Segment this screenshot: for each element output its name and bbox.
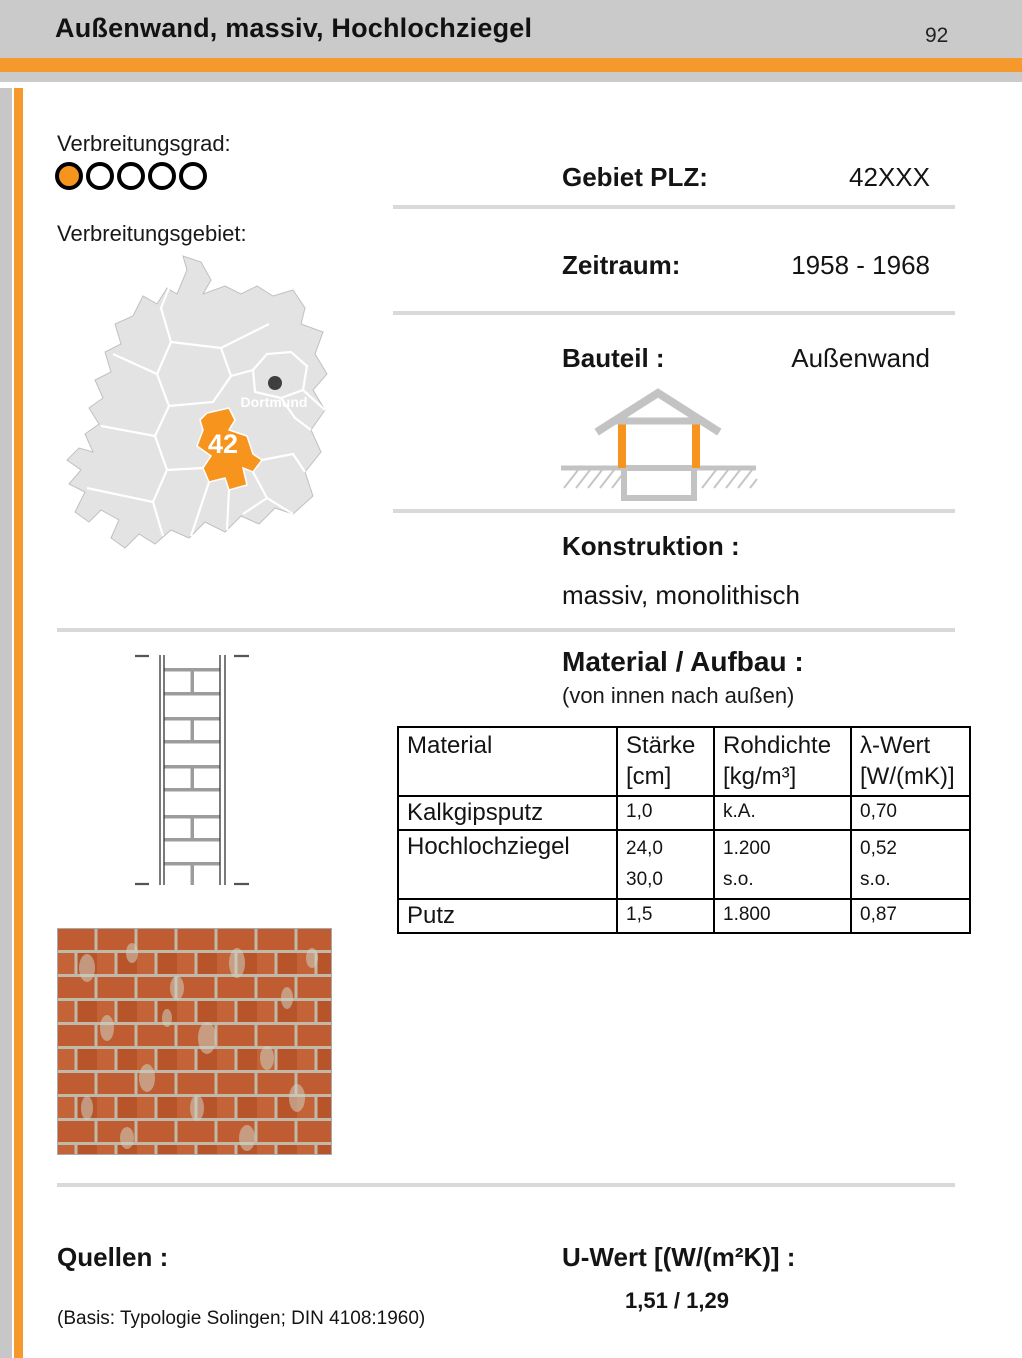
material-subtitle: (von innen nach außen) bbox=[562, 683, 795, 708]
grade-dot bbox=[179, 162, 207, 190]
header-cell-density: Rohdichte [kg/m³] bbox=[714, 727, 851, 796]
wall-right-orange bbox=[692, 424, 700, 468]
sources-note: (Basis: Typologie Solingen; DIN 4108:1960) bbox=[57, 1308, 426, 1329]
fact-row bbox=[562, 341, 930, 375]
table-header-row bbox=[398, 727, 970, 796]
grade-dot bbox=[117, 162, 145, 190]
sources-label: Quellen : bbox=[57, 1242, 169, 1272]
header-cell-material: Material bbox=[398, 727, 617, 796]
page-title: Außenwand, massiv, Hochlochziegel bbox=[55, 13, 533, 43]
fact-label: Bauteil : bbox=[562, 343, 665, 373]
fact-value: Außenwand bbox=[791, 343, 930, 373]
separator bbox=[393, 509, 955, 513]
cell-material: Hochlochziegel bbox=[398, 830, 617, 899]
distribution-grade-label: Verbreitungsgrad: bbox=[57, 131, 231, 156]
header-orange-rule bbox=[0, 58, 1022, 72]
cell-lambda: 0,87 bbox=[851, 899, 970, 933]
separator-full bbox=[57, 628, 955, 632]
cell-density: 1.800 bbox=[714, 899, 851, 933]
header-cell-thickness: Stärke [cm] bbox=[617, 727, 714, 796]
region-map bbox=[57, 250, 332, 555]
cell-density: k.A. bbox=[714, 796, 851, 830]
material-title: Material / Aufbau : bbox=[562, 646, 804, 677]
fact-label: Zeitraum: bbox=[562, 250, 681, 280]
header-cell-lambda: λ-Wert [W/(mK)] bbox=[851, 727, 970, 796]
cell-lambda: 0,52 s.o. bbox=[851, 830, 970, 899]
grade-dot bbox=[55, 162, 83, 190]
cell-density: 1.200 s.o. bbox=[714, 830, 851, 899]
wall-section-drawing bbox=[133, 650, 253, 890]
cell-thickness: 1,5 bbox=[617, 899, 714, 933]
construction-label: Konstruktion : bbox=[562, 531, 740, 561]
distribution-grade-dots bbox=[55, 162, 207, 190]
separator bbox=[393, 311, 955, 315]
map-region-number: 42 bbox=[207, 429, 239, 459]
cell-thickness: 24,0 30,0 bbox=[617, 830, 714, 899]
page-number: 92 bbox=[925, 24, 949, 47]
house-section-icon bbox=[556, 388, 761, 506]
header-gray-rule bbox=[0, 72, 1022, 82]
map-city-label: Dortmund bbox=[240, 394, 308, 410]
left-margin-gray-bar bbox=[0, 88, 12, 1358]
fact-row bbox=[562, 160, 930, 194]
cell-lambda: 0,70 bbox=[851, 796, 970, 830]
cell-material: Kalkgipsputz bbox=[398, 796, 617, 830]
brick-pattern bbox=[57, 928, 332, 1155]
fact-label: Gebiet PLZ: bbox=[562, 162, 708, 192]
grade-dot bbox=[148, 162, 176, 190]
cell-thickness: 1,0 bbox=[617, 796, 714, 830]
map-city-dot bbox=[268, 376, 282, 390]
table-row bbox=[398, 899, 970, 933]
table-row bbox=[398, 796, 970, 830]
grade-dot bbox=[86, 162, 114, 190]
table-row bbox=[398, 830, 970, 899]
fact-value: 42XXX bbox=[849, 162, 930, 192]
construction-value: massiv, monolithisch bbox=[562, 580, 800, 610]
fact-row bbox=[562, 248, 930, 282]
uvalue-label: U-Wert [(W/(m²K)] : bbox=[562, 1242, 796, 1272]
cell-material: Putz bbox=[398, 899, 617, 933]
material-table bbox=[397, 726, 971, 934]
separator-full bbox=[57, 1183, 955, 1187]
uvalue-value: 1,51 / 1,29 bbox=[625, 1288, 729, 1313]
basement-outline bbox=[624, 468, 694, 498]
distribution-area-label: Verbreitungsgebiet: bbox=[57, 221, 247, 246]
brick-wall-photo bbox=[57, 928, 332, 1155]
fact-value: 1958 - 1968 bbox=[791, 250, 930, 280]
wall-left-orange bbox=[618, 424, 626, 468]
separator bbox=[393, 205, 955, 209]
left-margin-orange-bar bbox=[14, 88, 23, 1358]
